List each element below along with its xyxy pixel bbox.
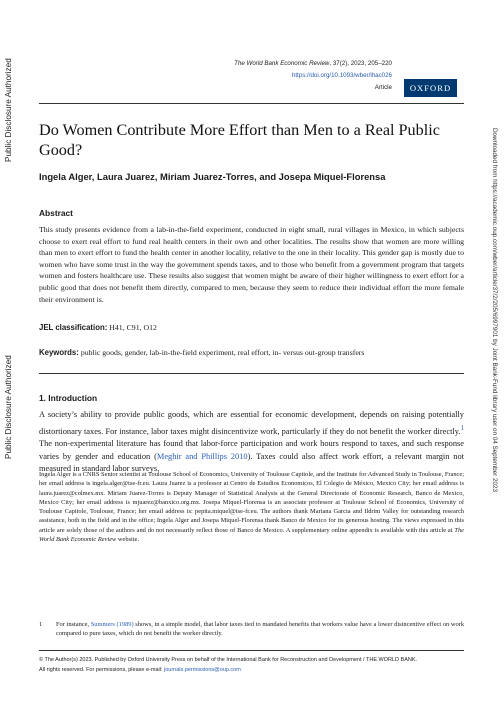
footnote-number: 1 — [39, 621, 43, 628]
keywords-list: public goods, gender, lab-in-the-field experiment, real effort, in- versus out-group transfers — [80, 348, 365, 357]
introduction-heading: 1. Introduction — [39, 393, 98, 403]
footnote-text — [56, 620, 464, 639]
copyright-permissions: All rights reserved. For permissions, please e-mail: — [39, 666, 165, 673]
oxford-logo: OXFORD — [404, 79, 457, 97]
affiliations-text: Ingela Alger is a CNRS Senior scientist at Toulouse School of Economics, University of Toulouse Capitole, and the Institute for Advanced Study in Toulouse, France; her email address is ingela.alger@tse-fr.eu. Laura Juarez is a professor at Centro de Estudios Economicos, El Colegio de México, Mexico City; her email address is laura.juarez@colmex.mx. Miriam Juarez-Torres is Deputy Manager of Statistical Analysis at the General Directorate of Economic Research, Banco de Mexico, Mexico City; her email address is mjuarez@banxico.org.mx. Josepa Miquel-Florensa is an associate professor at Toulouse School of Economics, University of Toulouse Capitole, Toulouse, France; her email address is: pepita.miquel@tse-fr.eu. The authors thank Mariana Garcia and Ildrim Valley for outstanding research assistance, both in the field and in the office; Ingela Alger and Josepa Miquel-Florensa thank Banco de Mexico for its generous hosting. The views expressed in this article are solely those of the authors and do not necessarily reflect those of Banco de Mexico. A supplementary online appendix is available with this article at — [39, 471, 464, 534]
copyright-line-1: © The Author(s) 2023. Published by Oxford University Press on behalf of the International Bank for Reconstruction and Development / THE WORLD BANK. — [39, 657, 418, 663]
footnote-marker[interactable]: 1 — [460, 423, 464, 432]
intro-text-2: The non-experimental literature has found that labor-force participation and work hours respond to taxes, and such response varies by gender and education ( — [39, 438, 464, 461]
citation-link-summers[interactable]: Summers (1989) — [90, 621, 134, 628]
abstract-heading: Abstract — [39, 208, 73, 218]
journal-header — [234, 58, 392, 94]
jel-codes: H41, C91, O12 — [109, 323, 157, 332]
footnote-pre: For instance, — [56, 621, 91, 628]
doi-link[interactable]: https://doi.org/10.1093/wber/lhac026 — [291, 72, 392, 79]
header-rule — [39, 103, 464, 104]
journal-name-italic: The World Bank Economic Review — [39, 526, 464, 544]
introduction-paragraph — [39, 409, 464, 476]
article-title: Do Women Contribute More Effort than Men to a Real Public Good? — [39, 121, 440, 159]
footnote-1 — [39, 620, 464, 639]
citation-link-meghir[interactable]: Meghir and Phillips 2010 — [156, 451, 248, 461]
footer-rule — [39, 650, 464, 651]
keywords — [39, 348, 464, 357]
author-list: Ingela Alger, Laura Juarez, Miriam Juarez-Torres, and Josepa Miquel-Florensa — [39, 171, 386, 182]
author-affiliations — [39, 470, 464, 544]
affiliations-tail: website. — [116, 536, 140, 544]
jel-classification — [39, 323, 464, 332]
journal-citation — [234, 58, 392, 70]
permissions-email-link[interactable]: journals.permissions@oup.com — [164, 666, 241, 673]
journal-issue: , 37(2), 2023, 205–220 — [329, 60, 392, 67]
copyright-notice — [39, 656, 469, 675]
article-type: Article — [374, 84, 392, 91]
footnote-post: shows, in a simple model, that labor taxes tied to mandated benefits that workers value have a lower disincentive effect on work compared to pure taxes, which do not benefit the worker directly. — [56, 621, 465, 638]
keywords-label: Keywords: — [39, 348, 79, 357]
intro-text-3: ). Taxes could also affect work effort, a relevant margin not measured in standard labor surveys. — [39, 451, 464, 474]
abstract-rule — [39, 373, 464, 374]
intro-text-1: A society’s ability to provide public goods, which are essential for economic development, depends on raising potentially distortionary taxes. For instance, labor taxes might disincentivize work, particularly if they do not benefit the worker directly. — [39, 410, 464, 436]
jel-label: JEL classification: — [39, 323, 108, 332]
journal-name: The World Bank Economic Review — [234, 60, 330, 67]
copyright-line-2 — [39, 666, 469, 676]
abstract-text: This study presents evidence from a lab-in-the-field experiment, conducted in eight small, rural villages in Mexico, in which subjects choose to exert real effort to fund real health centers in their own and other localities. The results show that women are more willing than men to exert effort to fund the health center in another locality, relative to the one in their locality. This gender gap is mostly due to women who have some trust in the way the government spends taxes, and to those who benefit from a government program that targets women and fosters healthcare use. These results also suggest that women might be aware of their higher willingness to exert effort for a public good that does not benefit them directly, compared to men, because they seem to reduce their individual effort the more female their environment is. — [39, 225, 464, 304]
